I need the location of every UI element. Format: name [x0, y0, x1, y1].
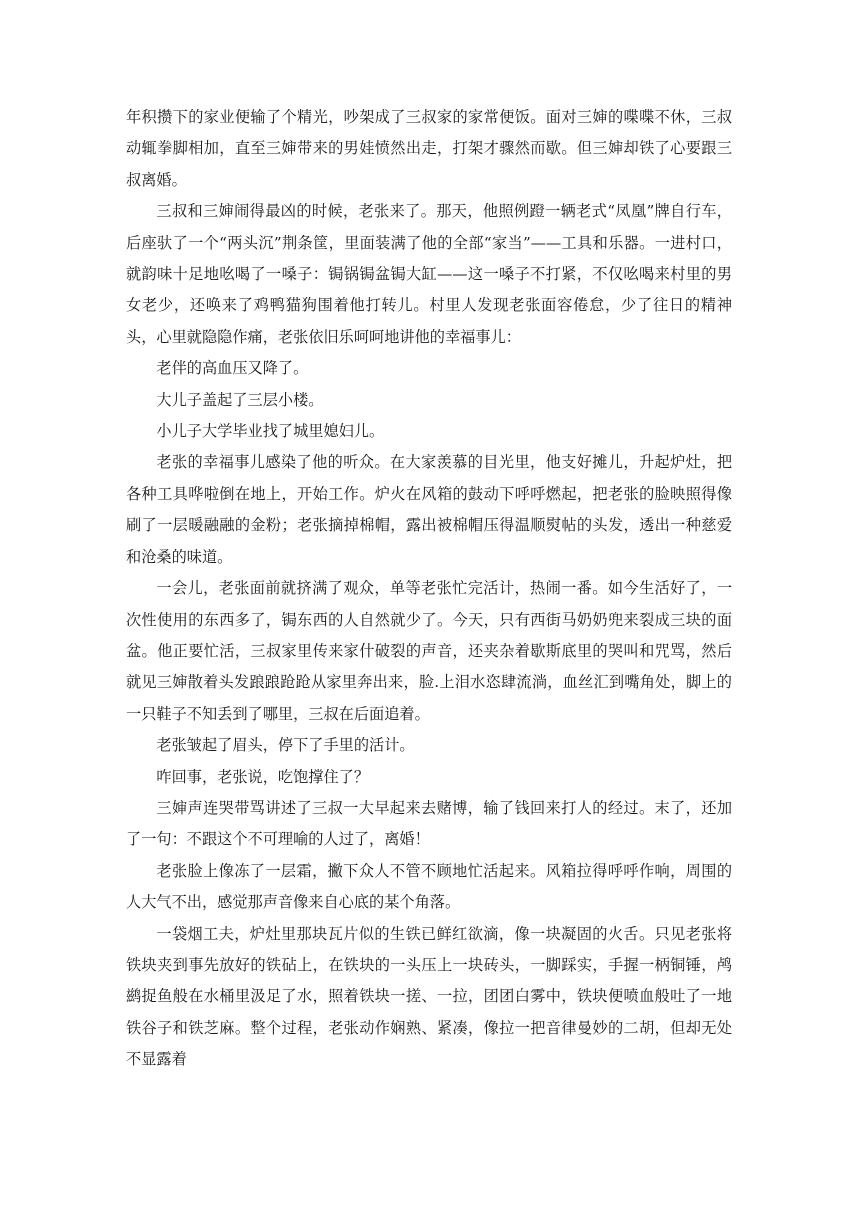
paragraph-9: 咋回事，老张说，吃饱撑住了？	[156, 767, 370, 786]
paragraph-4: 大儿子盖起了三层小楼。	[156, 390, 324, 409]
paragraph-8: 老张皱起了眉头，停下了手里的活计。	[156, 736, 415, 755]
paragraph-2: 三叔和三婶闹得最凶的时候，老张来了。那天，他照例蹬一辆老式“凤凰”牌自行车，后座驮了一个“两头沉”荆条筐，里面装满了他的全部“家当”——工具和乐器。一进村口，就韵味十足地吆喝了一嗓子：锔锅锔盆锔大缸——这一嗓子不打紧，不仅吆喝来村里的男女老少，还唤来了鸡鸭猫狗围着他打转儿。村里人发现老张面容倦怠，少了往日的精神头，心里就隐隐作痛，老张依旧乐呵呵地讲他的幸福事儿：	[126, 202, 732, 346]
paragraph-12: 一袋烟工夫，炉灶里那块瓦片似的生铁已鲜红欲滴，像一块凝固的火舌。只见老张将铁块夹到事先放好的铁砧上，在铁块的一头压上一块砖头，一脚踩实，手握一柄铜锤，鸬鹚捉鱼般在水桶里汲足了水，照着铁块一搓、一拉，团团白雾中，铁块便喷血般吐了一地铁谷子和铁芝麻。整个过程，老张动作娴熟、紧凑，像拉一把音律曼妙的二胡，但却无处不显露着	[126, 924, 732, 1069]
paragraph-7: 一会儿，老张面前就挤满了观众，单等老张忙完活计，热闹一番。如今生活好了，一次性使用的东西多了，锔东西的人自然就少了。今天，只有西街马奶奶兜来裂成三块的面盆。他正要忙活，三叔家里传来家什破裂的声音，还夹杂着歇斯底里的哭叫和咒骂，然后就见三婶散着头发踉踉跄跄从家里奔出来，脸.上泪水恣肆流淌，血丝汇到嘴角处，脚上的一只鞋子不知丢到了哪里，三叔在后面追着。	[126, 579, 732, 723]
paragraph-3: 老伴的高血压又降了。	[156, 359, 309, 378]
paragraph-11: 老张脸上像冻了一层霜，撇下众人不管不顾地忙活起来。风箱拉得呼呼作响，周围的人大气不出，感觉那声音像来自心底的某个角落。	[126, 861, 732, 912]
paragraph-5: 小儿子大学毕业找了城里媳妇儿。	[156, 422, 385, 441]
paragraph-10: 三婶声连哭带骂讲述了三叔一大早起来去赌博，输了钱回来打人的经过。末了，还加了一句：不跟这个不可理喻的人过了，离婚！	[126, 798, 732, 849]
paragraph-1: 年积攒下的家业便输了个精光，吵架成了三叔家的家常便饭。面对三婶的喋喋不休，三叔动辄拳脚相加，直至三婶带来的男娃愤然出走，打架才骤然而歇。但三婶却铁了心要跟三叔离婚。	[126, 108, 732, 189]
story-text	[126, 102, 732, 1076]
paragraph-6: 老张的幸福事儿感染了他的听众。在大家羡慕的目光里，他支好摊儿，升起炉灶，把各种工具哗啦倒在地上，开始工作。炉火在风箱的鼓动下呼呼燃起，把老张的脸映照得像刷了一层暖融融的金粉；老张摘掉棉帽，露出被棉帽压得温顺熨帖的头发，透出一种慈爱和沧桑的味道。	[126, 453, 732, 566]
